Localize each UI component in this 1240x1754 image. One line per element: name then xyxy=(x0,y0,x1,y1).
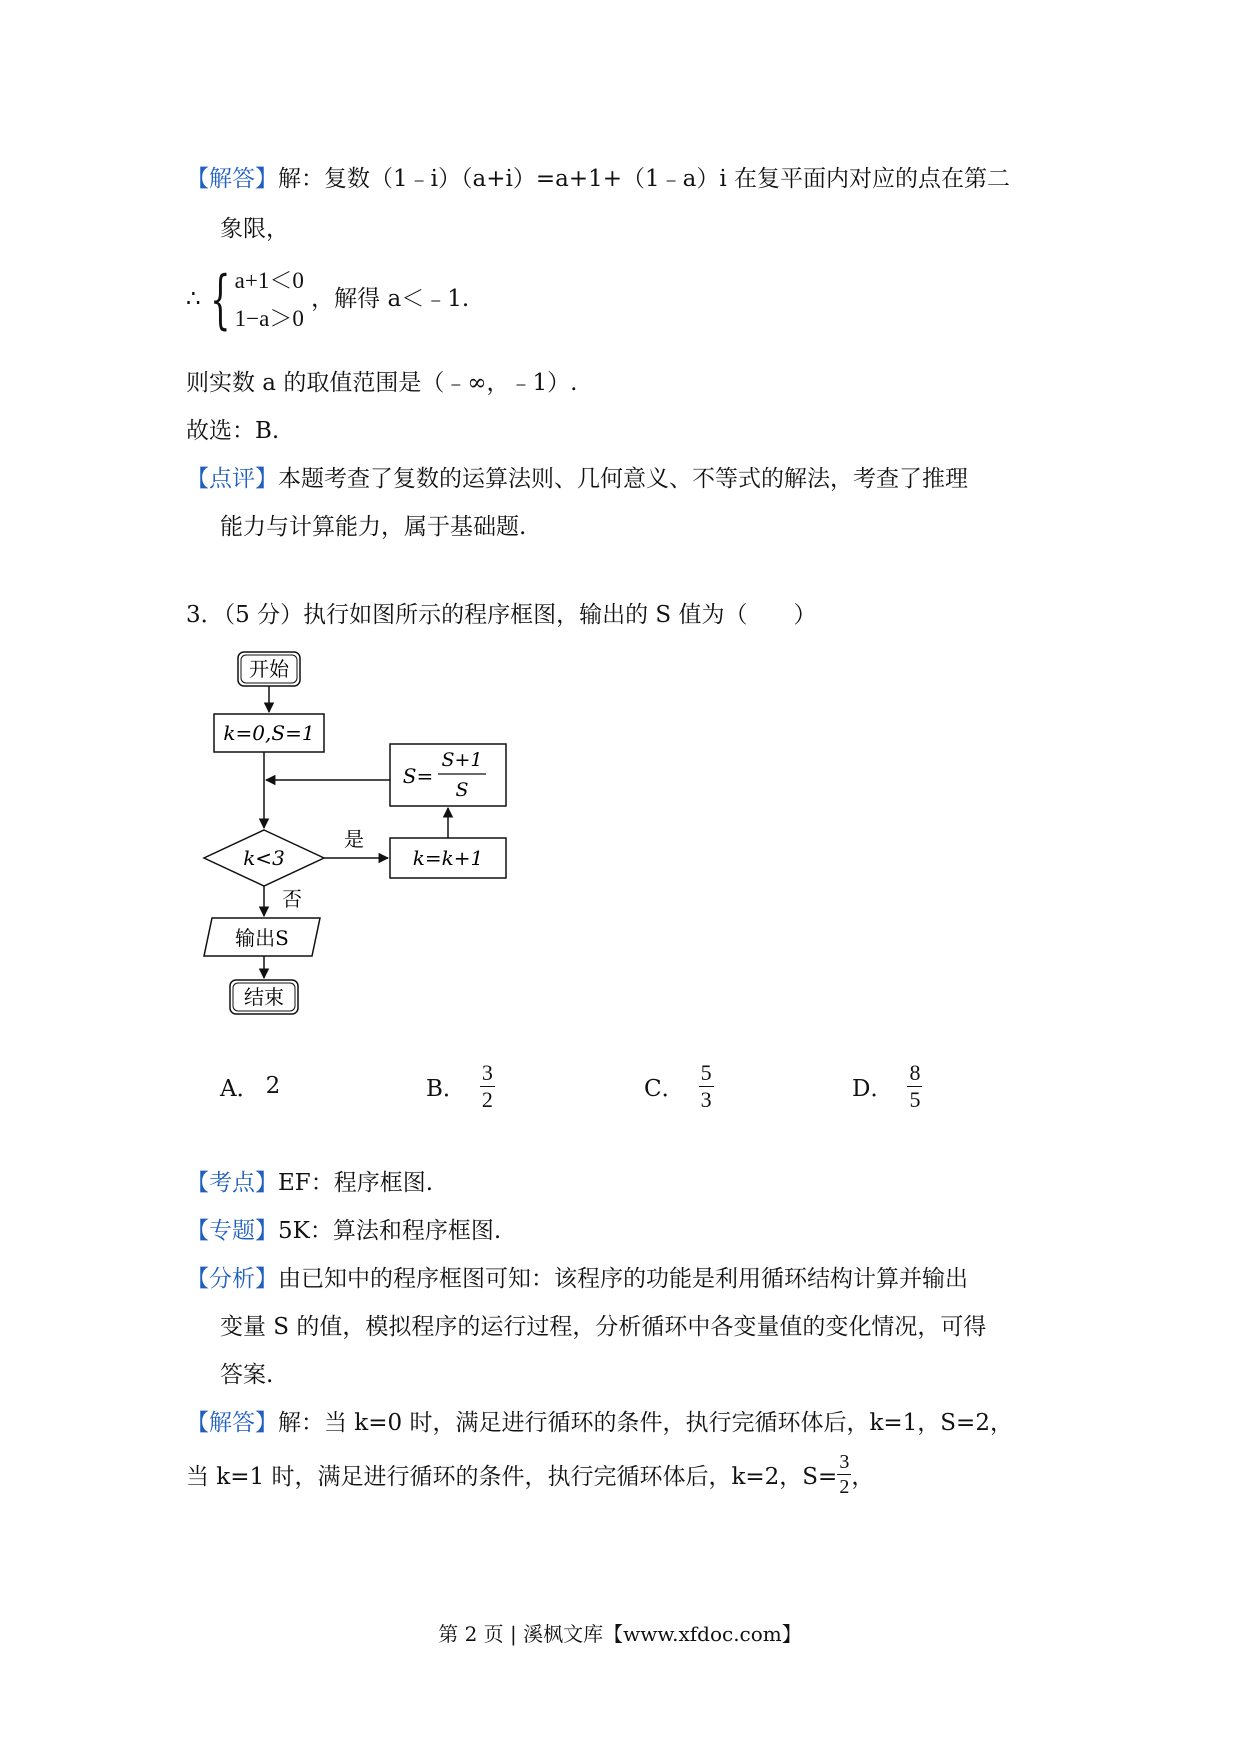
page-footer: 第 2 页 | 溪枫文库【www.xfdoc.com】 xyxy=(438,1622,802,1646)
system-line-2: 1−a＞0 xyxy=(234,306,304,331)
flow-init-label: k=0,S=1 xyxy=(223,721,315,745)
fenxi-line-3: 答案. xyxy=(220,1362,274,1388)
zhuanti-text: 5K：算法和程序框图. xyxy=(278,1218,502,1244)
system-line-1: a+1＜0 xyxy=(234,268,304,293)
fenxi-tag: 【分析】 xyxy=(186,1266,278,1292)
jieda-text-1: 解：当 k=0 时，满足进行循环的条件，执行完循环体后，k=1，S=2， xyxy=(278,1410,1013,1436)
comment-text-line-1: 本题考查了复数的运算法则、几何意义、不等式的解法，考查了推理 xyxy=(278,466,968,492)
zhuanti-tag: 【专题】 xyxy=(186,1218,278,1244)
option-c xyxy=(644,1056,714,1116)
choose-line: 故选：B. xyxy=(186,418,280,444)
kaodian-line xyxy=(186,1164,433,1197)
option-a xyxy=(220,1056,280,1116)
flow-no-label: 否 xyxy=(282,887,302,911)
flow-start-label: 开始 xyxy=(249,657,289,681)
option-c-label: C． xyxy=(644,1075,685,1102)
jieda-tag: 【解答】 xyxy=(186,1410,278,1436)
flowchart xyxy=(190,648,520,1018)
kaodian-text: EF：程序框图. xyxy=(278,1170,434,1196)
flow-end-node xyxy=(230,980,298,1014)
zhuanti-line xyxy=(186,1212,501,1245)
option-b-fraction xyxy=(480,1059,495,1112)
jieda-line-2 xyxy=(186,1452,874,1497)
option-c-fraction xyxy=(699,1059,714,1112)
therefore-symbol: ∴ xyxy=(186,286,201,312)
fenxi-line-1 xyxy=(186,1260,968,1293)
range-line: 则实数 a 的取值范围是（﹣∞，﹣1）. xyxy=(186,370,578,396)
flow-condition-label: k<3 xyxy=(243,846,285,870)
jieda-fraction-denominator: 2 xyxy=(839,1476,850,1498)
option-b-denominator: 2 xyxy=(481,1086,493,1112)
flow-yes-label: 是 xyxy=(344,827,364,851)
system-solution: ，解得 a＜﹣1. xyxy=(311,286,470,312)
left-brace-icon: { xyxy=(210,263,231,337)
flow-start-node xyxy=(238,652,300,686)
flow-output-node xyxy=(204,918,320,956)
option-c-numerator: 5 xyxy=(700,1059,712,1085)
fenxi-line-2: 变量 S 的值，模拟程序的运行过程，分析循环中各变量值的变化情况，可得 xyxy=(220,1314,987,1340)
comment-line-2: 能力与计算能力，属于基础题. xyxy=(220,514,527,540)
jieda-text-2-end: ， xyxy=(851,1464,875,1490)
solution-line-1 xyxy=(186,160,1010,193)
option-b xyxy=(426,1056,495,1116)
flow-assign-denominator: S xyxy=(455,779,469,801)
option-a-value: 2 xyxy=(265,1073,281,1099)
solution-line-2: 象限， xyxy=(220,216,289,242)
jieda-line-1 xyxy=(186,1404,1013,1437)
option-b-numerator: 3 xyxy=(481,1059,493,1085)
option-c-denominator: 3 xyxy=(700,1086,712,1112)
option-d-denominator: 5 xyxy=(909,1086,921,1112)
flow-condition-node xyxy=(204,830,324,886)
jieda-fraction xyxy=(837,1452,851,1497)
option-b-label: B． xyxy=(426,1075,466,1102)
option-a-label: A． xyxy=(220,1075,260,1102)
flow-output-label: 输出S xyxy=(235,926,289,950)
option-d-label: D． xyxy=(852,1075,894,1102)
comment-line-1 xyxy=(186,460,968,493)
option-d-fraction xyxy=(907,1059,922,1112)
equation-system xyxy=(208,262,304,338)
flow-increment-node xyxy=(390,838,506,878)
flow-end-label: 结束 xyxy=(244,985,284,1009)
flow-init-node xyxy=(214,714,324,752)
flow-increment-label: k=k+1 xyxy=(412,846,484,870)
fenxi-text-1: 由已知中的程序框图可知：该程序的功能是利用循环结构计算并输出 xyxy=(278,1266,968,1292)
question-3-stem: 3．（5 分）执行如图所示的程序框图，输出的 S 值为（ ） xyxy=(186,602,817,628)
flow-assign-numerator: S+1 xyxy=(441,749,483,771)
jieda-fraction-numerator: 3 xyxy=(839,1451,850,1473)
answer-tag: 【解答】 xyxy=(186,166,278,192)
inequality-system xyxy=(186,262,469,338)
kaodian-tag: 【考点】 xyxy=(186,1170,278,1196)
flow-assign-lhs: S= xyxy=(402,764,434,788)
jieda-text-2: 当 k=1 时，满足进行循环的条件，执行完循环体后，k=2，S= xyxy=(186,1464,838,1490)
option-d-numerator: 8 xyxy=(909,1059,921,1085)
comment-tag: 【点评】 xyxy=(186,466,278,492)
flow-assign-node xyxy=(390,744,506,806)
answer-text-line-1: 解：复数（1﹣i）（a+i）=a+1+（1﹣a）i 在复平面内对应的点在第二 xyxy=(278,166,1011,192)
option-d xyxy=(852,1056,922,1116)
